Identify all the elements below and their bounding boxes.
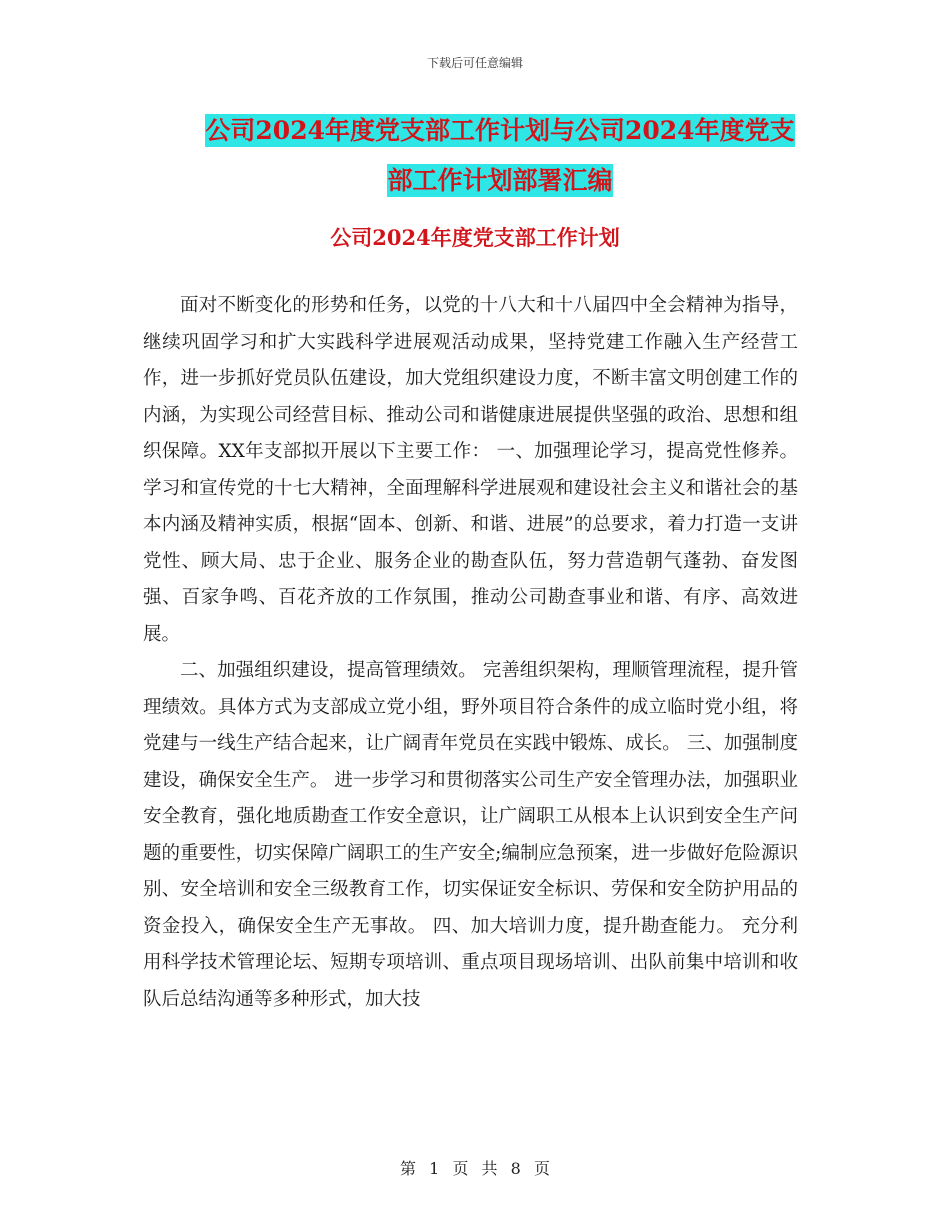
footer-label-ye2: 页	[533, 1159, 550, 1178]
footer-label-gong: 共	[481, 1159, 498, 1178]
paragraph: 二、加强组织建设，提高管理绩效。 完善组织架构，理顺管理流程，提升管理绩效。具体方式为支部成立党小组，野外项目符合条件的成立临时党小组，将党建与一线生产结合起来，让广阔青年党员在实践中锻炼、成长。 三、加强制度建设，确保安全生产。 进一步学习和贯彻落实公司生产安全管理办法，加强职业安全教育，强化地质勘查工作安全意识，让广阔职工从根本上认识到安全生产问题的重要性，切实保障广阔职工的生产安全;编制应急预案，进一步做好危险源识别、安全培训和安全三级教育工作，切实保证安全标识、劳保和安全防护用品的资金投入，确保安全生产无事故。 四、加大培训力度，提升勘查能力。 充分利用科学技术管理论坛、短期专项培训、重点项目现场培训、出队前集中培训和收队后总结沟通等多种形式，加大技	[143, 660, 798, 1010]
document-body	[143, 288, 798, 1018]
document-title	[150, 106, 850, 206]
page-footer	[0, 1156, 950, 1179]
title-line-2: 部工作计划部署汇编	[387, 166, 613, 195]
title-line-1: 公司2024年度党支部工作计划与公司2024年度党支	[205, 116, 795, 145]
footer-label-ye: 页	[452, 1159, 469, 1178]
paragraph: 面对不断变化的形势和任务，以党的十八大和十八届四中全会精神为指导，继续巩固学习和扩大实践科学进展观活动成果，坚持党建工作融入生产经营工作，进一步抓好党员队伍建设，加大党组织建设力度，不断丰富文明创建工作的内涵，为实现公司经营目标、推动公司和谐健康进展提供坚强的政治、思想和组织保障。XX年支部拟开展以下主要工作： 一、加强理论学习，提高党性修养。 学习和宣传党的十七大精神，全面理解科学进展观和建设社会主义和谐社会的基本内涵及精神实质，根据“固本、创新、和谐、进展”的总要求，着力打造一支讲党性、顾大局、忠于企业、服务企业的勘查队伍，努力营造朝气蓬勃、奋发图强、百家争鸣、百花齐放的工作氛围，推动公司勘查事业和谐、有序、高效进展。	[143, 295, 798, 645]
download-note: 下载后可任意编辑	[426, 56, 523, 70]
page-total: 8	[510, 1159, 521, 1178]
section-title: 公司2024年度党支部工作计划	[330, 225, 620, 250]
page-current: 1	[429, 1159, 440, 1178]
footer-label-di: 第	[400, 1159, 417, 1178]
